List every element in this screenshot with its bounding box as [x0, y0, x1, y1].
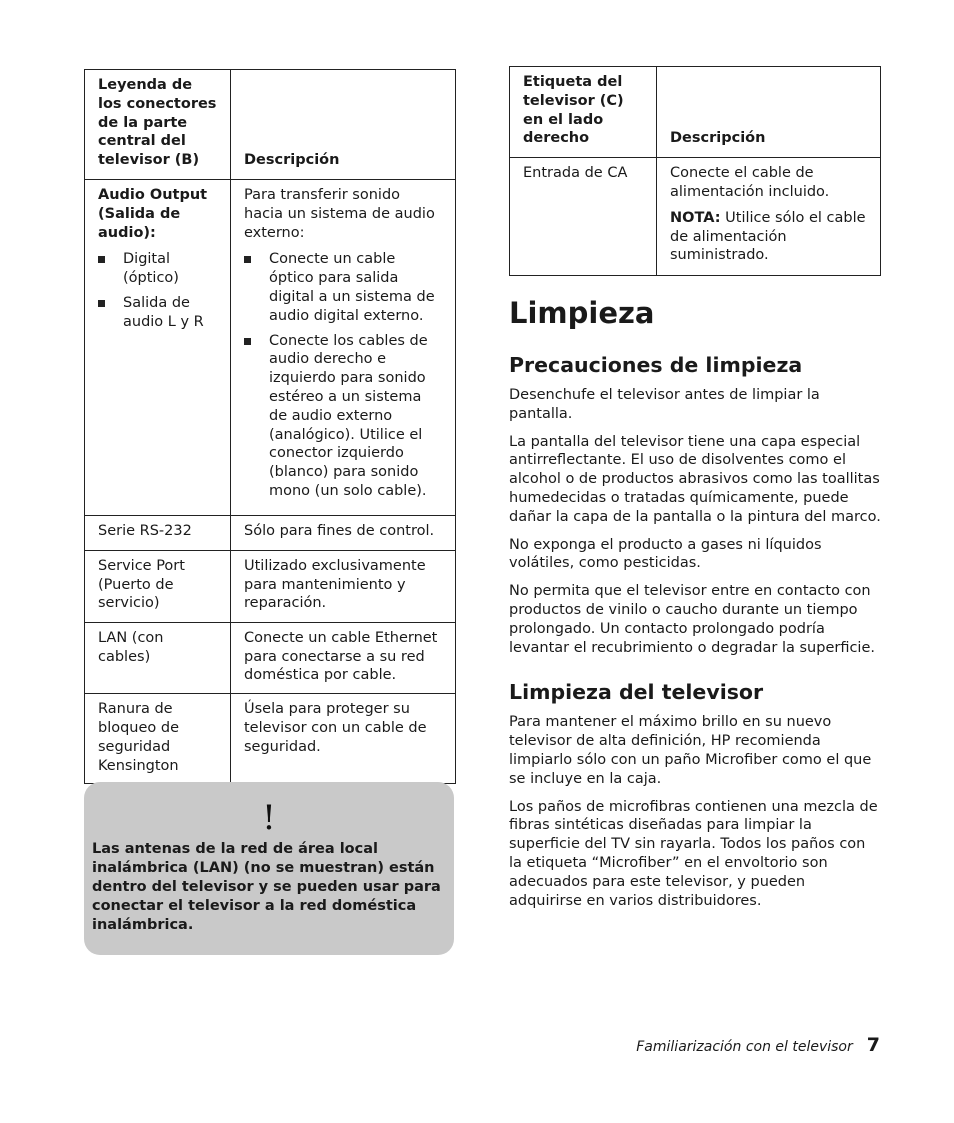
connector-name: Service Port (Puerto de servicio)	[85, 550, 231, 622]
paragraph: No exponga el producto a gases ni líquidos volátiles, como pesticidas.	[509, 536, 822, 572]
description-note	[670, 209, 867, 265]
connector-sublist	[98, 250, 217, 331]
paragraph: No permita que el televisor entre en contacto con productos de vinilo o caucho durante un tiempo prolongado. Un contacto prolongado podría levantar el recubrimiento o degradar la superficie.	[509, 583, 875, 656]
connector-description: Conecte el cable de alimentación incluido.	[670, 165, 830, 200]
note-box	[84, 782, 454, 955]
connector-description: Úsela para proteger su televisor con un cable de seguridad.	[231, 694, 456, 784]
description-intro: Para transferir sonido hacia un sistema de audio externo:	[244, 187, 435, 241]
table-row	[85, 550, 456, 622]
connector-description: Sólo para fines de control.	[231, 515, 456, 550]
table-row	[85, 694, 456, 784]
table-header-row	[85, 70, 456, 180]
note-body: Utilice sólo el cable de alimentación suministrado.	[670, 209, 866, 264]
table-header-row	[510, 67, 881, 158]
list-item: Conecte un cable óptico para salida digital a un sistema de audio digital externo.	[244, 250, 442, 325]
paragraph: Los paños de microfibras contienen una mezcla de fibras sintéticas diseñadas para limpiar la superficie del TV sin rayarla. Todos los paños con la etiqueta “Microfiber” en el envoltorio son adecuados para este televisor, y pueden adquirirse en varios distribuidores.	[509, 798, 878, 909]
page-footer	[636, 1034, 880, 1058]
connector-description: Conecte un cable Ethernet para conectarse a su red doméstica por cable.	[231, 622, 456, 693]
table-row	[85, 515, 456, 550]
footer-section-title: Familiarización con el televisor	[636, 1039, 853, 1055]
subsection-heading-tv-cleaning: Limpieza del televisor	[509, 680, 764, 705]
list-item: Salida de audio L y R	[98, 294, 217, 332]
list-item: Conecte los cables de audio derecho e izquierdo para sonido estéreo a un sistema de audio externo (analógico). Utilice el conector izquierdo (blanco) para sonido mono (un solo cable).	[244, 332, 442, 501]
connector-name: Audio Output (Salida de audio):	[98, 187, 208, 241]
connector-table-right	[509, 66, 881, 276]
column-header-description: Descripción	[231, 70, 456, 180]
description-bullets	[244, 250, 442, 500]
connector-cell	[85, 180, 231, 516]
exclamation-icon: !	[262, 798, 276, 838]
connector-name: Ranura de bloqueo de seguridad Kensington	[85, 694, 231, 784]
table-row-audio-output	[85, 180, 456, 516]
column-header-description: Descripción	[657, 67, 881, 158]
cleaning-section	[509, 296, 881, 919]
section-title: Limpieza	[509, 296, 655, 330]
table-row	[85, 622, 456, 693]
subsection-heading-precautions: Precauciones de limpieza	[509, 353, 803, 377]
paragraph: Desenchufe el televisor antes de limpiar la pantalla.	[509, 387, 820, 422]
column-header-connector: Etiqueta del televisor (C) en el lado derecho	[510, 67, 657, 158]
table-row-ac-input	[510, 158, 881, 276]
description-cell	[231, 180, 456, 516]
list-item: Digital (óptico)	[98, 250, 217, 288]
paragraph: Para mantener el máximo brillo en su nuevo televisor de alta definición, HP recomienda limpiarlo sólo con un paño Microfiber como el que se incluye en la caja.	[509, 714, 872, 787]
connector-description: Utilizado exclusivamente para mantenimiento y reparación.	[231, 550, 456, 622]
column-header-connector: Leyenda de los conectores de la parte central del televisor (B)	[85, 70, 231, 180]
connector-name: LAN (con cables)	[85, 622, 231, 693]
page-number: 7	[866, 1034, 880, 1056]
note-text: Las antenas de la red de área local inalámbrica (LAN) (no se muestran) están dentro del televisor y se pueden usar para conectar el televisor a la red doméstica inalámbrica.	[92, 841, 441, 933]
paragraph: La pantalla del televisor tiene una capa especial antirreflectante. El uso de disolventes como el alcohol o de productos abrasivos como las toallitas humedecidas o tratadas químicamente, puede dañar la capa de la pantalla o la pintura del marco.	[509, 433, 881, 525]
connector-table-center	[84, 69, 456, 784]
note-label: NOTA:	[670, 209, 721, 226]
connector-name: Entrada de CA	[510, 158, 657, 276]
description-cell	[657, 158, 881, 276]
connector-name: Serie RS-232	[85, 515, 231, 550]
